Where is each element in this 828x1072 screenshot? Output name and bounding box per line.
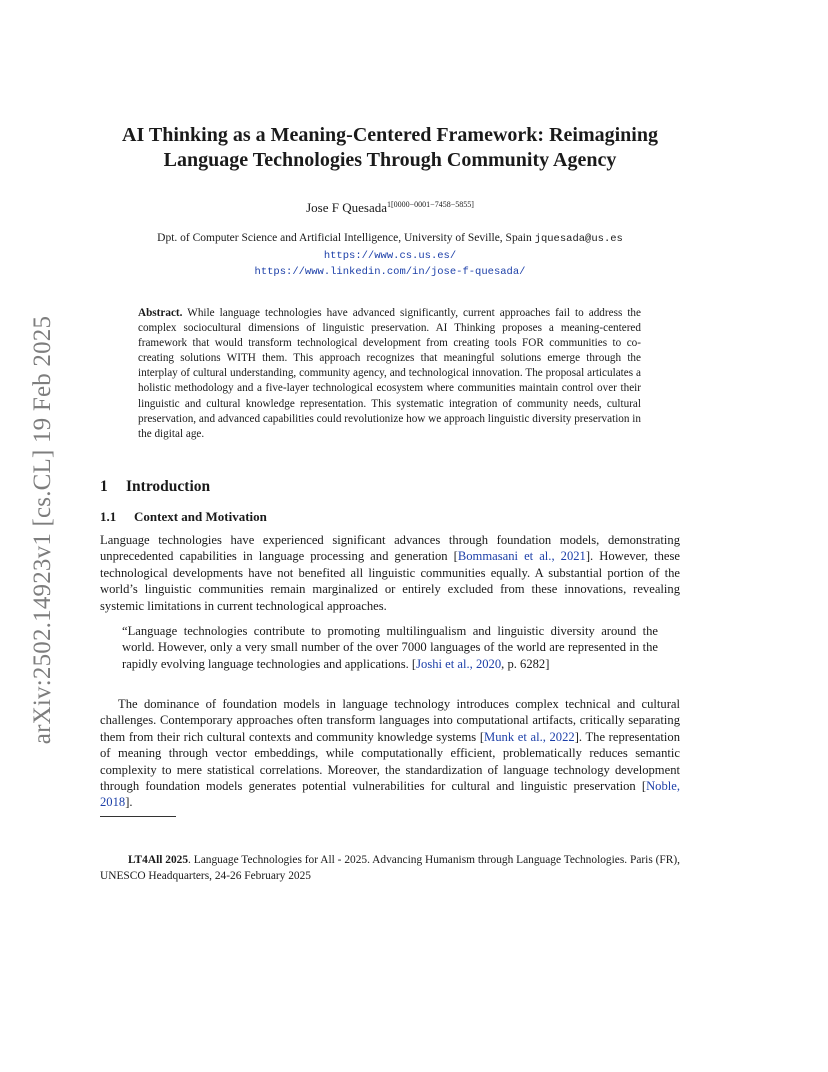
affiliation-block bbox=[100, 231, 680, 281]
paragraph-2-text: The dominance of foundation models in language technology introduces complex technical and cultural challenges. Contemporary approaches often transform languages into computational artifacts, critically separating them from their rich cultural contexts and community knowledge systems [ bbox=[100, 697, 680, 744]
section-heading bbox=[100, 478, 210, 496]
affiliation-text: Dpt. of Computer Science and Artificial Intelligence, University of Seville, Spain bbox=[157, 232, 532, 244]
paragraph-1-text-cont: ]. However, these technological developments have not benefited all linguistic communities equally. A substantial portion of the world’s linguistic communities remain marginalized or entirely excluded from these innovations, revealing systemic limitations in current technological approaches. bbox=[100, 549, 680, 613]
website-link[interactable]: https://www.cs.us.es/ bbox=[323, 249, 457, 262]
paragraph-2-text-end: ]. bbox=[125, 795, 133, 810]
abstract-text: While language technologies have advanced significantly, current approaches fail to address the complex sociocultural dimensions of linguistic preservation. AI Thinking proposes a meaning-centered framework that would transform technological development from creating tools FOR communities to co-creating solutions WITH them. This approach recognizes that meaningful solutions emerge through the interplay of cultural understanding, community agency, and technological innovation. The proposal articulates a holistic methodology and a five-layer technological ecosystem where communities maintain control over their linguistic and cultural knowledge representation. This systematic integration of community needs, cultural preservation, and advanced capabilities could revolutionize how we approach linguistic diversity preservation in the digital age. bbox=[138, 307, 641, 440]
title-line-2: Language Technologies Through Community Agency bbox=[163, 149, 617, 171]
citation-bommasani[interactable]: Bommasani et al., 2021 bbox=[457, 549, 586, 564]
linkedin-link[interactable]: https://www.linkedin.com/in/jose-f-quesada/ bbox=[254, 266, 526, 278]
footnote-text: . Language Technologies for All - 2025. Advancing Humanism through Language Technologies. Paris (FR), UNESCO Headquarters, 24-26 February 2025 bbox=[100, 854, 680, 882]
arxiv-stamp: arXiv:2502.14923v1 [cs.CL] 19 Feb 2025 bbox=[29, 315, 56, 745]
footnote-conference: LT4All 2025 bbox=[128, 854, 189, 866]
citation-munk[interactable]: Munk et al., 2022 bbox=[484, 729, 575, 744]
footnote-rule bbox=[100, 816, 176, 817]
citation-noble[interactable]: Noble, 2018 bbox=[100, 779, 680, 810]
abstract-label: Abstract. bbox=[138, 307, 183, 319]
author-line bbox=[100, 200, 680, 216]
title-line-1: AI Thinking as a Meaning-Centered Framework: Reimagining bbox=[122, 124, 658, 146]
subsection-title: Context and Motivation bbox=[134, 509, 267, 524]
section-title: Introduction bbox=[126, 478, 211, 495]
paragraph-1 bbox=[100, 532, 680, 614]
subsection-heading bbox=[100, 509, 267, 525]
block-quote bbox=[122, 623, 658, 672]
author-email[interactable]: jquesada@us.es bbox=[534, 233, 623, 245]
paper-title bbox=[100, 123, 680, 173]
citation-joshi[interactable]: Joshi et al., 2020 bbox=[416, 656, 502, 671]
abstract bbox=[138, 306, 641, 442]
quote-text-cont: , p. 6282] bbox=[501, 656, 550, 671]
paragraph-2-text-cont: ]. The representation of meaning through vector embeddings, while computationally efficient, problematically reduces semantic complexity to mere statistical correlations. Moreover, the standardization of language technology development through foundation models generates potential vulnerabilities for cultural and linguistic preservation [ bbox=[100, 729, 681, 794]
quote-text: “Language technologies contribute to promoting multilingualism and linguistic diversity around the world. However, only a very small number of the over 7000 languages of the world are represented in the rapidly evolving language technologies and applications. [ bbox=[122, 624, 658, 671]
author-orcid: 1[0000−0001−7458−5855] bbox=[387, 200, 474, 209]
paragraph-2 bbox=[100, 696, 680, 811]
author-name: Jose F Quesada bbox=[306, 200, 387, 215]
section-number: 1 bbox=[100, 478, 108, 495]
footnote bbox=[100, 852, 680, 884]
paragraph-1-text: Language technologies have experienced significant advances through foundation models, demonstrating unprecedented capabilities in language processing and generation [ bbox=[100, 533, 680, 564]
subsection-number: 1.1 bbox=[100, 509, 117, 524]
